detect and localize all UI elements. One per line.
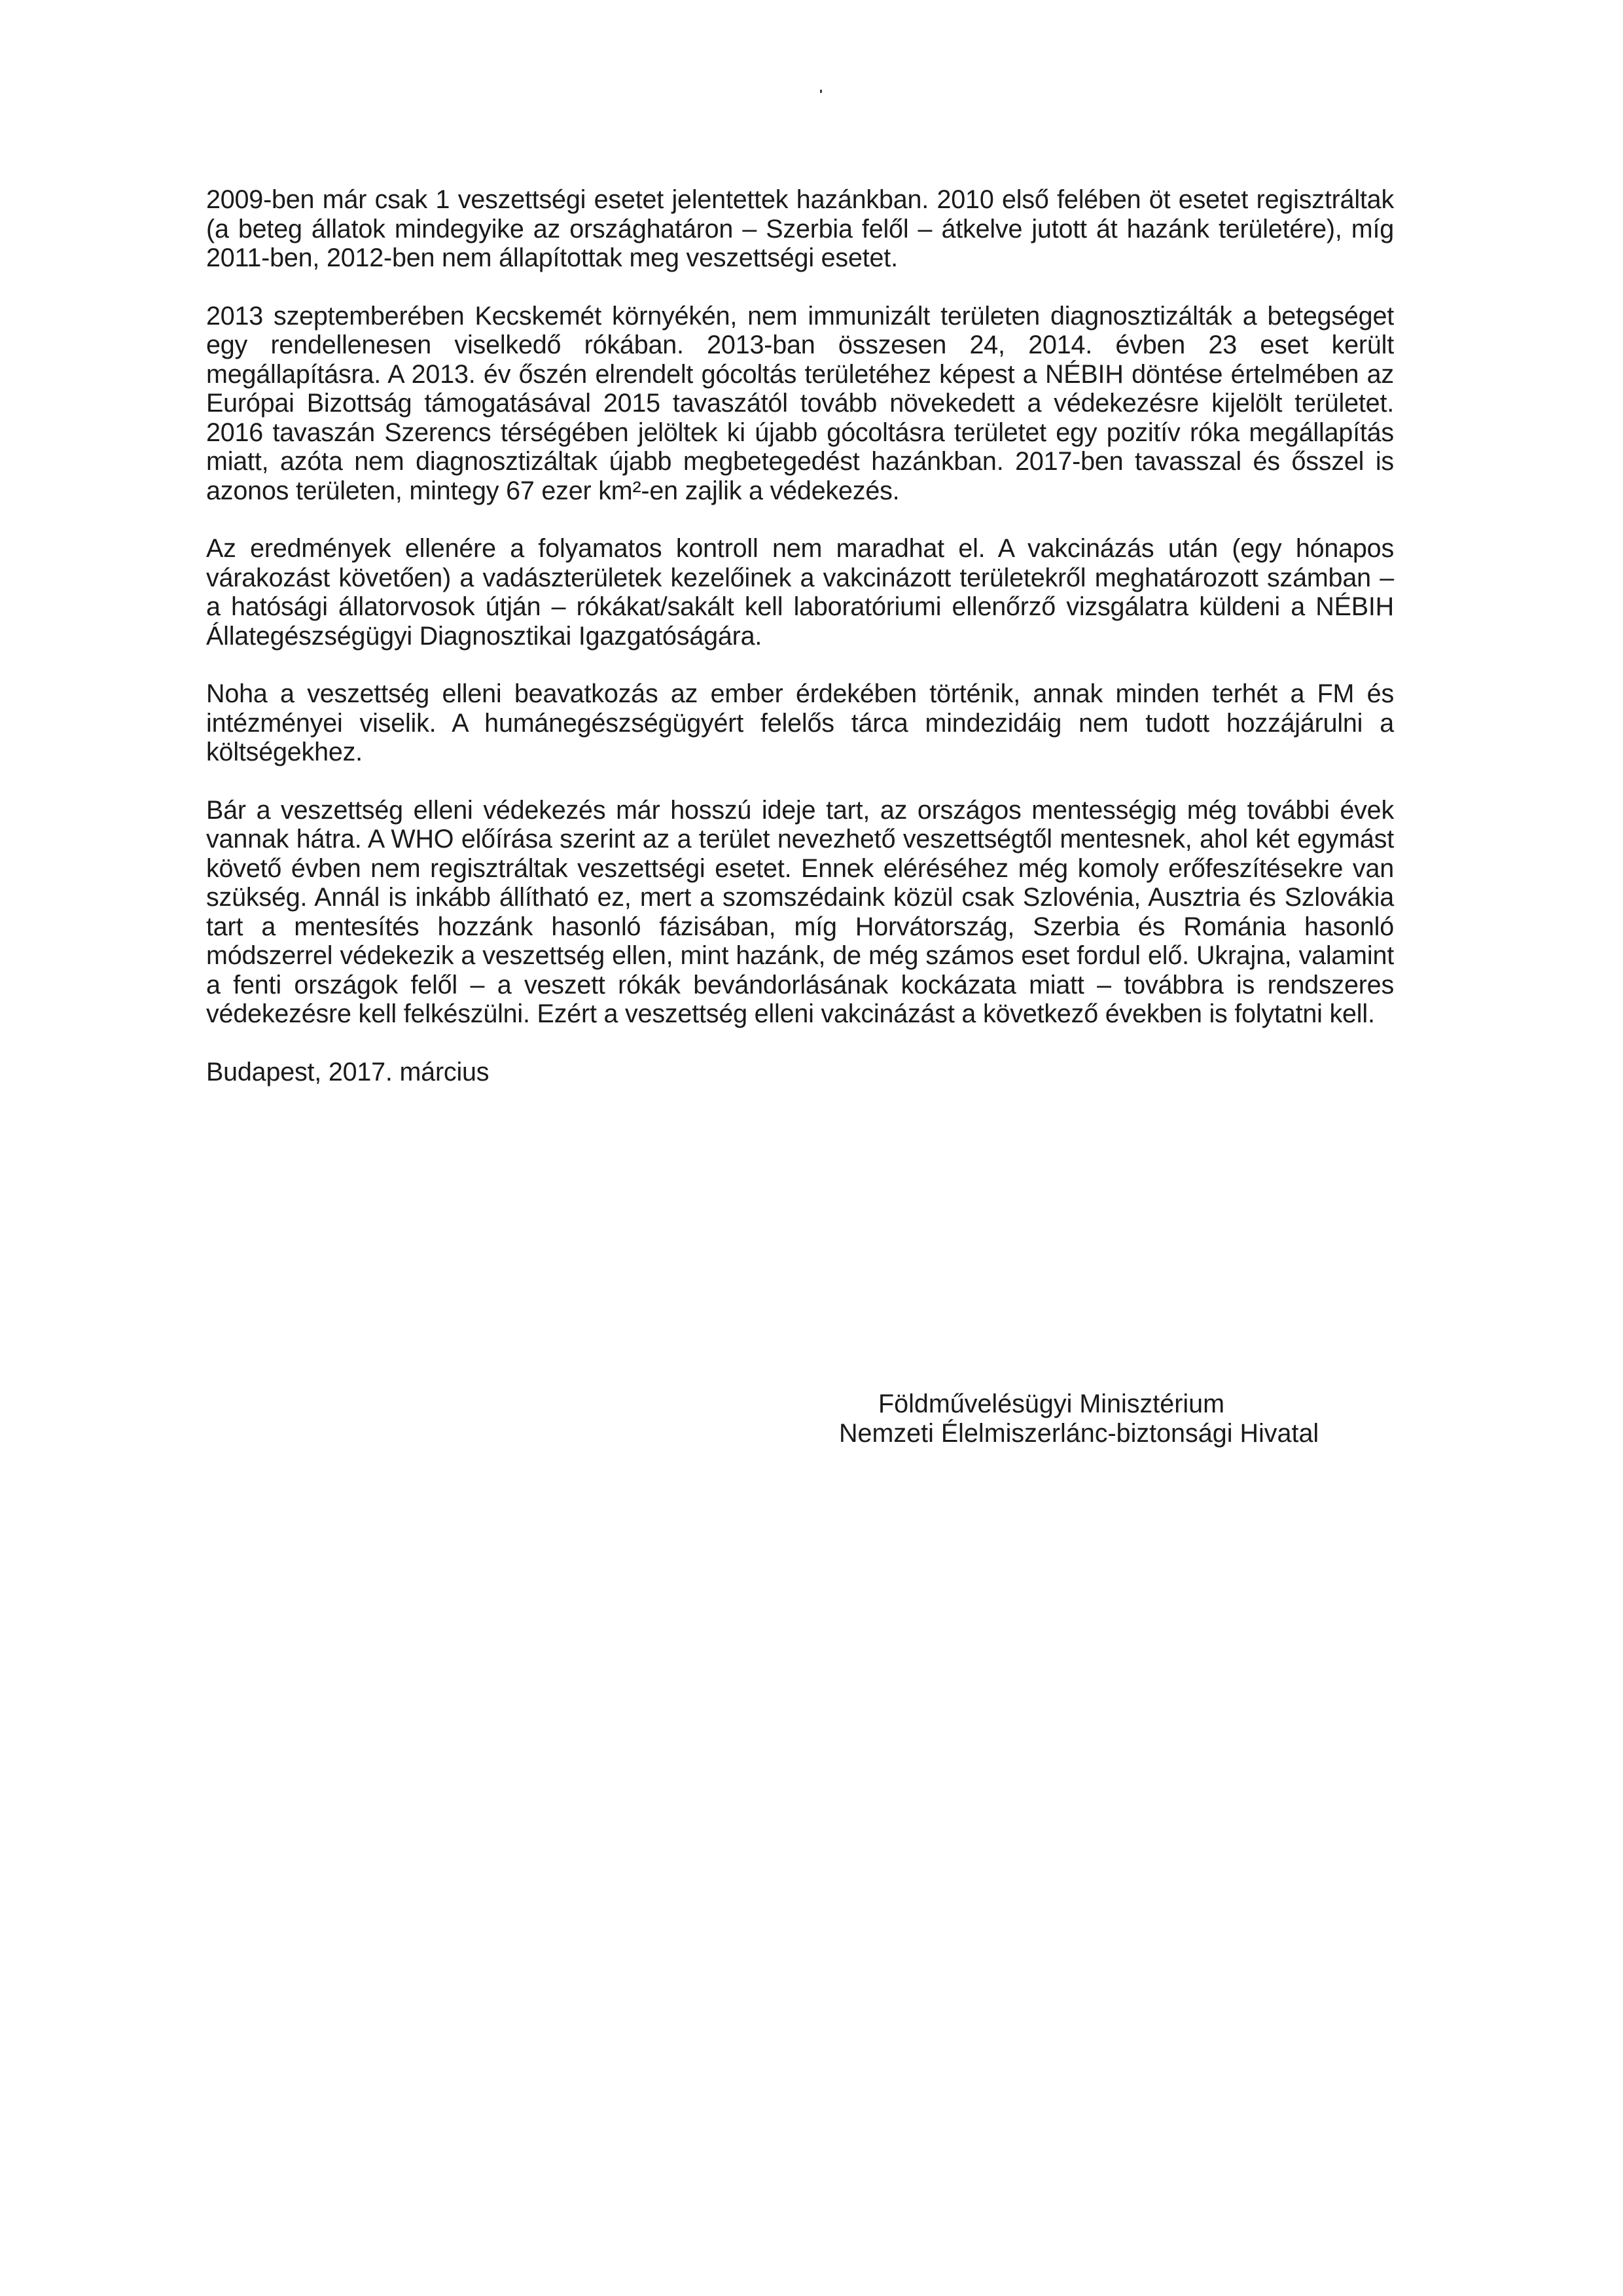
date-line: Budapest, 2017. március xyxy=(206,1057,490,1086)
paragraph-1: 2009-ben már csak 1 veszettségi esetet jelentettek hazánkban. 2010 első felében öt esetet regisztráltak (a beteg állatok mindegyike az országhatáron – Szerbia felől – átkelve jutott át hazánk területére), míg 2011-ben, 2012-ben nem állapítottak meg veszettségi esetet. xyxy=(206,185,1394,272)
paragraph-4: Noha a veszettség elleni beavatkozás az ember érdekében történik, annak minden terhét a FM és intézményei viselik. A humánegészségügyért felelős tárca mindezidáig nem tudott hozzájárulni a költségekhez. xyxy=(206,679,1394,766)
paragraph-2: 2013 szeptemberében Kecskemét környékén, nem immunizált területen diagnosztizálták a betegséget egy rendellenesen viselkedő rókában. 2013-ban összesen 24, 2014. évben 23 eset került megállapításra. A 2013. év őszén elrendelt gócoltás területéhez képest a NÉBIH döntése értelmében az Európai Bizottság támogatásával 2015 tavaszától tovább növekedett a védekezésre kijelölt területet. 2016 tavaszán Szerencs térségében jelöltek ki újabb gócoltásra területet egy pozitív róka megállapítás miatt, azóta nem diagnosztizáltak újabb megbetegedést hazánkban. 2017-ben tavasszal és ősszel is azonos területen, mintegy 67 ezer km²-en zajlik a védekezés. xyxy=(206,301,1394,505)
signature-office: Nemzeti Élelmiszerlánc-biztonsági Hivatal xyxy=(839,1419,1319,1448)
signature-ministry: Földművelésügyi Minisztérium xyxy=(878,1390,1225,1418)
scan-speck xyxy=(820,90,822,93)
document-body xyxy=(206,185,1394,1086)
signature-block xyxy=(839,1390,1319,1448)
paragraph-3: Az eredmények ellenére a folyamatos kontroll nem maradhat el. A vakcinázás után (egy hónapos várakozást követően) a vadászterületek kezelőinek a vakcinázott területekről meghatározott számban – a hatósági állatorvosok útján – rókákat/sakált kell laboratóriumi ellenőrző vizsgálatra küldeni a NÉBIH Állategészségügyi Diagnosztikai Igazgatóságára. xyxy=(206,534,1394,651)
paragraph-5: Bár a veszettség elleni védekezés már hosszú ideje tart, az országos mentességig még további évek vannak hátra. A WHO előírása szerint az a terület nevezhető veszettségtől mentesnek, ahol két egymást követő évben nem regisztráltak veszettségi esetet. Ennek eléréséhez még komoly erőfeszítésekre van szükség. Annál is inkább állítható ez, mert a szomszédaink közül csak Szlovénia, Ausztria és Szlovákia tart a mentesítés hozzánk hasonló fázisában, míg Horvátország, Szerbia és Románia hasonló módszerrel védekezik a veszettség ellen, mint hazánk, de még számos eset fordul elő. Ukrajna, valamint a fenti országok felől – a veszett rókák bevándorlásának kockázata miatt – továbbra is rendszeres védekezésre kell felkészülni. Ezért a veszettség elleni vakcinázást a következő években is folytatni kell. xyxy=(206,795,1394,1028)
